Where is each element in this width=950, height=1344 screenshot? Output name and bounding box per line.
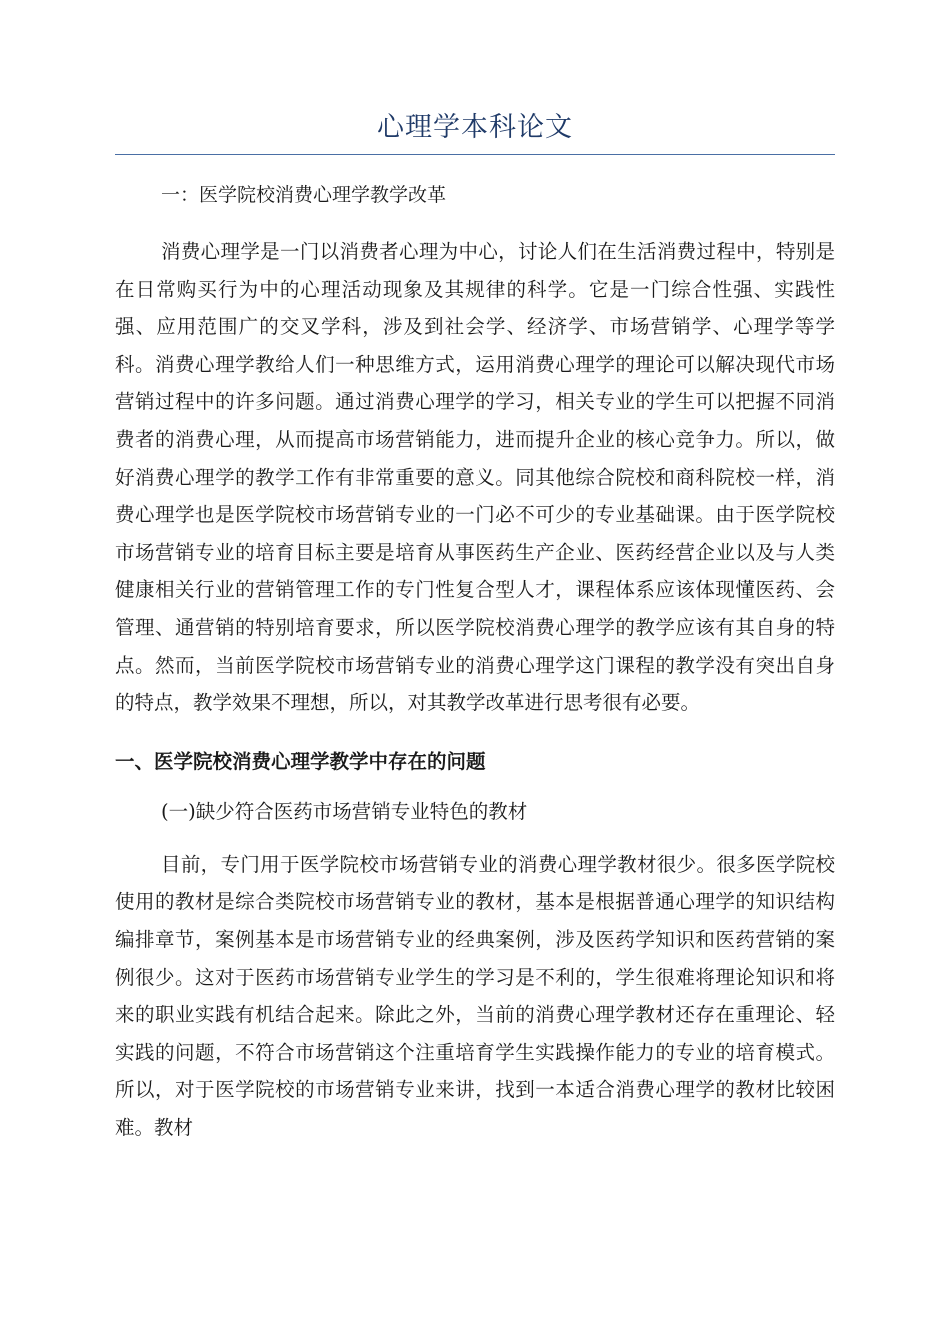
subsection-heading: (一)缺少符合医药市场营销专业特色的教材 (161, 799, 528, 823)
document-title: 心理学本科论文 (377, 112, 573, 143)
intro-paragraph: 消费心理学是一门以消费者心理为中心，讨论人们在生活消费过程中，特别是在日常购买行为中的心理活动现象及其规律的科学。它是一门综合性强、实践性强、应用范围广的交叉学科，涉及到社会学、经济学、市场营销学、心理学等学科。消费心理学教给人们一种思维方式，运用消费心理学的理论可以解决现代市场营销过程中的许多问题。通过消费心理学的学习，相关专业的学生可以把握不同消费者的消费心理，从而提高市场营销能力，进而提升企业的核心竞争力。所以，做好消费心理学的教学工作有非常重要的意义。同其他综合院校和商科院校一样，消费心理学也是医学院校市场营销专业的一门必不可少的专业基础课。由于医学院校市场营销专业的培育目标主要是培育从事医药生产企业、医药经营企业以及与人类健康相关行业的营销管理工作的专门性复合型人才，课程体系应该体现懂医药、会管理、通营销的特别培育要求，所以医学院校消费心理学的教学应该有其自身的特点。然而，当前医学院校市场营销专业的消费心理学这门课程的教学没有突出自身的特点，教学效果不理想，所以，对其教学改革进行思考很有必要。 (115, 240, 835, 715)
section-paragraph: 目前，专门用于医学院校市场营销专业的消费心理学教材很少。很多医学院校使用的教材是综合类院校市场营销专业的教材，基本是根据普通心理学的知识结构编排章节，案例基本是市场营销专业的经典案例，涉及医药学知识和医药营销的案例很少。这对于医药市场营销专业学生的学习是不利的，学生很难将理论知识和将来的职业实践有机结合起来。除此之外，当前的消费心理学教材还存在重理论、轻实践的问题，不符合市场营销这个注重培育学生实践操作能力的专业的培育模式。所以，对于医学院校的市场营销专业来讲，找到一本适合消费心理学的教材比较困难。教材 (115, 852, 835, 1139)
document-subtitle: 一：医学院校消费心理学教学改革 (161, 184, 447, 206)
section-heading: 一、医学院校消费心理学教学中存在的问题 (115, 749, 486, 773)
title-underline (115, 154, 835, 155)
document-page (115, 108, 835, 1146)
